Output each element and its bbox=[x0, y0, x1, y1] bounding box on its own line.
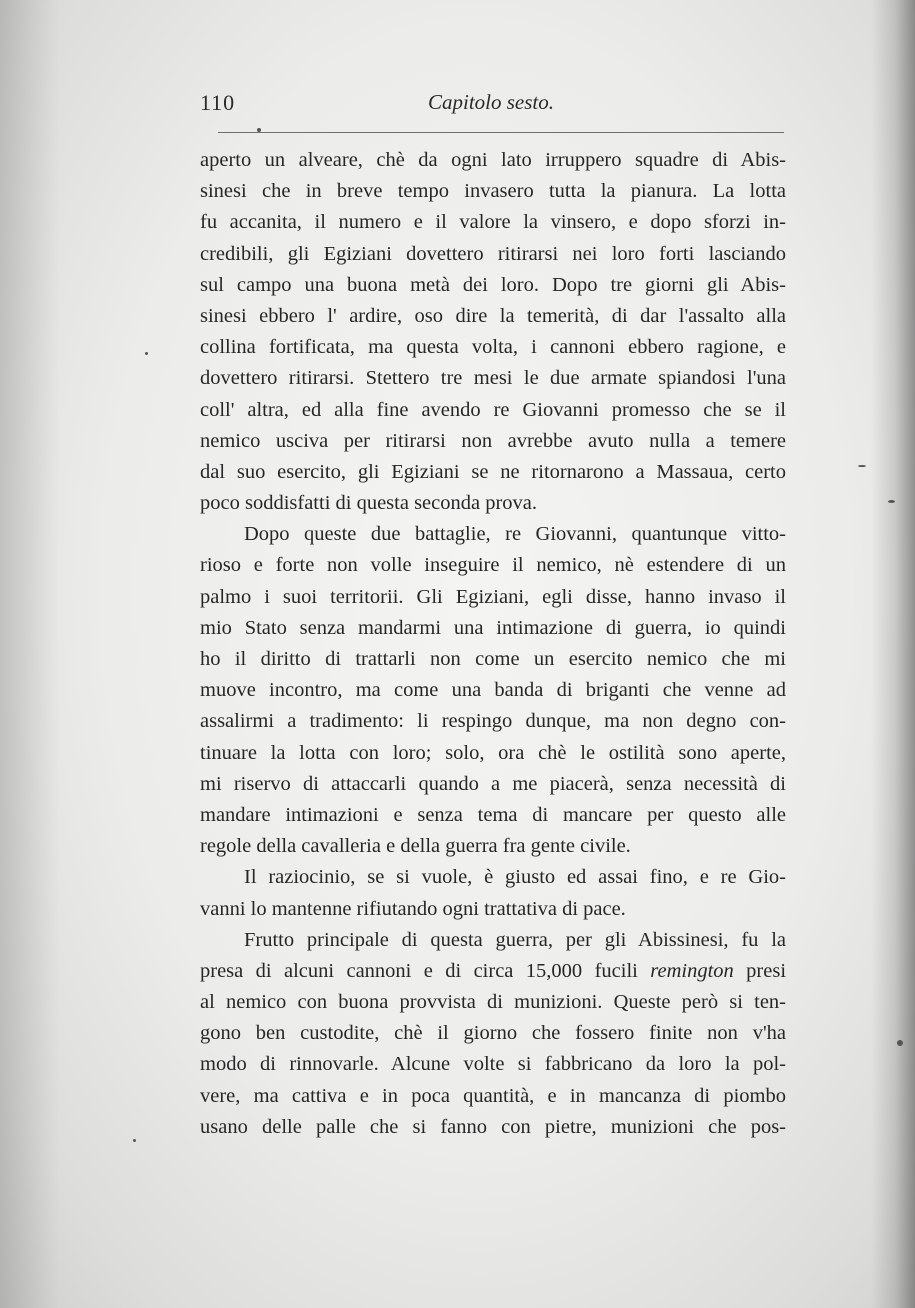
text-line: palmo i suoi territorii. Gli Egiziani, egli disse, hanno invaso il bbox=[200, 585, 786, 608]
text-line: gono ben custodite, chè il giorno che fossero finite non v'ha bbox=[200, 1022, 786, 1045]
text-line: regole della cavalleria e della guerra fra gente civile. bbox=[200, 835, 631, 858]
text-line: Il raziocinio, se si vuole, è giusto ed assai fino, e re Gio- bbox=[244, 866, 786, 889]
paper-speck bbox=[133, 1139, 136, 1142]
body-text bbox=[200, 145, 786, 1143]
page-number: 110 bbox=[200, 90, 236, 115]
text-line: aperto un alveare, chè da ogni lato irruppero squadre di Abis- bbox=[200, 149, 786, 171]
header-rule bbox=[218, 132, 784, 133]
text-line: rioso e forte non volle inseguire il nemico, nè estendere di un bbox=[200, 554, 786, 577]
text-segment: presa di alcuni cannoni e di circa 15,000 fucili bbox=[200, 959, 638, 982]
italic-term: remington bbox=[650, 959, 734, 982]
text-line: usano delle palle che si fanno con pietre, munizioni che pos- bbox=[200, 1115, 786, 1138]
text-line: assalirmi a tradimento: li respingo dunque, ma non degno con- bbox=[200, 710, 786, 733]
text-line: ho il diritto di trattarli non come un esercito nemico che mi bbox=[200, 648, 786, 670]
text-line: modo di rinnovarle. Alcune volte si fabbricano da loro la pol- bbox=[200, 1053, 786, 1076]
paper-speck bbox=[888, 500, 895, 503]
text-line: sinesi ebbero l' ardire, oso dire la temerità, di dar l'assalto alla bbox=[200, 304, 786, 327]
paper-speck bbox=[145, 352, 148, 355]
text-line: tinuare la lotta con loro; solo, ora chè le ostilità sono aperte, bbox=[200, 741, 786, 764]
text-line: mio Stato senza mandarmi una intimazione di guerra, io quindi bbox=[200, 616, 786, 639]
chapter-title: Capitolo sesto. bbox=[428, 90, 555, 114]
text-line: nemico usciva per ritirarsi non avrebbe avuto nulla a temere bbox=[200, 429, 786, 452]
paper-speck bbox=[858, 465, 866, 467]
text-line: coll' altra, ed alla fine avendo re Giovanni promesso che se il bbox=[200, 398, 786, 421]
text-line: al nemico con buona provvista di munizioni. Queste però si ten- bbox=[200, 991, 786, 1014]
text-line: poco soddisfatti di questa seconda prova. bbox=[200, 492, 538, 515]
text-line: fu accanita, il numero e il valore la vinsero, e dopo sforzi in- bbox=[200, 211, 786, 234]
page-gutter-shadow bbox=[0, 0, 60, 1308]
text-line: vanni lo mantenne rifiutando ogni trattativa di pace. bbox=[200, 897, 626, 920]
text-line: Frutto principale di questa guerra, per gli Abissinesi, fu la bbox=[244, 928, 786, 951]
text-line: muove incontro, ma come una banda di briganti che venne ad bbox=[200, 679, 786, 702]
text-line: vere, ma cattiva e in poca quantità, e in mancanza di piombo bbox=[200, 1084, 786, 1107]
text-line: mi riservo di attaccarli quando a me piacerà, senza necessità di bbox=[200, 772, 786, 795]
paper-speck bbox=[257, 128, 261, 132]
text-line: sinesi che in breve tempo invasero tutta la pianura. La lotta bbox=[200, 180, 786, 203]
text-segment: presi bbox=[746, 959, 787, 982]
running-head bbox=[200, 90, 785, 122]
text-line: dal suo esercito, gli Egiziani se ne ritornarono a Massaua, certo bbox=[200, 460, 786, 483]
text-line: sul campo una buona metà dei loro. Dopo tre giorni gli Abis- bbox=[200, 273, 786, 296]
text-line: credibili, gli Egiziani dovettero ritirarsi nei loro forti lasciando bbox=[200, 242, 786, 265]
text-line: mandare intimazioni e senza tema di mancare per questo alle bbox=[200, 803, 786, 826]
page-edge-shadow bbox=[871, 0, 915, 1308]
text-line: collina fortificata, ma questa volta, i cannoni ebbero ragione, e bbox=[200, 336, 786, 359]
text-line-mixed bbox=[200, 956, 786, 987]
text-line: dovettero ritirarsi. Stettero tre mesi le due armate spiandosi l'una bbox=[200, 367, 786, 390]
text-line: Dopo queste due battaglie, re Giovanni, quantunque vitto- bbox=[244, 523, 786, 546]
paper-speck bbox=[897, 1040, 903, 1046]
